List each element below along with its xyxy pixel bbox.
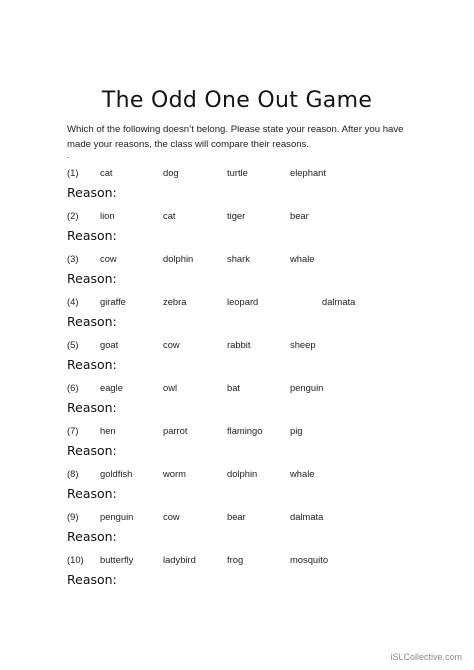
word: eagle: [100, 382, 123, 393]
word: giraffe: [100, 296, 126, 307]
word: tiger: [227, 210, 246, 221]
reason-label: Reason:: [67, 185, 117, 200]
word: bat: [227, 382, 241, 393]
question-number: (8): [67, 468, 79, 479]
question-row: [0, 425, 474, 439]
word: cat: [100, 167, 113, 178]
word: frog: [227, 554, 244, 565]
reason-label: Reason:: [67, 486, 117, 501]
reason-label: Reason:: [67, 357, 117, 372]
question-number: (2): [67, 210, 79, 221]
word: goldfish: [100, 468, 133, 479]
word: pig: [290, 425, 303, 436]
reason-label: Reason:: [67, 529, 117, 544]
word: mosquito: [290, 554, 329, 565]
word: cow: [100, 253, 117, 264]
instructions-text: Which of the following doesn’t belong. Please state your reason. After you have made your reasons, the class will compare their reasons.: [67, 124, 404, 150]
word: shark: [227, 253, 250, 264]
reason-label: Reason:: [67, 400, 117, 415]
word: dalmata: [290, 511, 324, 522]
reason-label: Reason:: [67, 572, 117, 587]
word: bear: [290, 210, 309, 221]
word: cow: [163, 511, 180, 522]
reason-label: Reason:: [67, 271, 117, 286]
word: parrot: [163, 425, 188, 436]
word: penguin: [290, 382, 324, 393]
word: butterfly: [100, 554, 134, 565]
word: turtle: [227, 167, 248, 178]
word: penguin: [100, 511, 134, 522]
word: worm: [163, 468, 186, 479]
question-row: [0, 468, 474, 482]
site-watermark: iSLCollective.com: [390, 652, 462, 662]
word: zebra: [163, 296, 187, 307]
question-number: (9): [67, 511, 79, 522]
word: whale: [290, 253, 315, 264]
question-row: [0, 382, 474, 396]
word: cow: [163, 339, 180, 350]
question-number: (4): [67, 296, 79, 307]
word: owl: [163, 382, 178, 393]
stray-mark: .: [67, 150, 70, 160]
question-row: [0, 253, 474, 267]
page-title: The Odd One Out Game: [101, 88, 373, 113]
word: lion: [100, 210, 115, 221]
question-number: (5): [67, 339, 79, 350]
reason-label: Reason:: [67, 228, 117, 243]
word: goat: [100, 339, 119, 350]
word: leopard: [227, 296, 259, 307]
question-number: (10): [67, 554, 84, 565]
word: elephant: [290, 167, 326, 178]
word: dolphin: [163, 253, 194, 264]
word: dog: [163, 167, 179, 178]
word: rabbit: [227, 339, 251, 350]
word: sheep: [290, 339, 316, 350]
question-row: [0, 511, 474, 525]
question-number: (7): [67, 425, 79, 436]
word: dolphin: [227, 468, 258, 479]
question-row: [0, 296, 474, 310]
question-row: [0, 554, 474, 568]
reason-label: Reason:: [67, 314, 117, 329]
question-row: [0, 210, 474, 224]
question-row: [0, 167, 474, 181]
word: bear: [227, 511, 246, 522]
word: hen: [100, 425, 116, 436]
question-number: (3): [67, 253, 79, 264]
question-number: (6): [67, 382, 79, 393]
word: cat: [163, 210, 176, 221]
question-row: [0, 339, 474, 353]
reason-label: Reason:: [67, 443, 117, 458]
question-number: (1): [67, 167, 79, 178]
word: flamingo: [227, 425, 263, 436]
word: ladybird: [163, 554, 196, 565]
word: dalmata: [322, 296, 356, 307]
word: whale: [290, 468, 315, 479]
